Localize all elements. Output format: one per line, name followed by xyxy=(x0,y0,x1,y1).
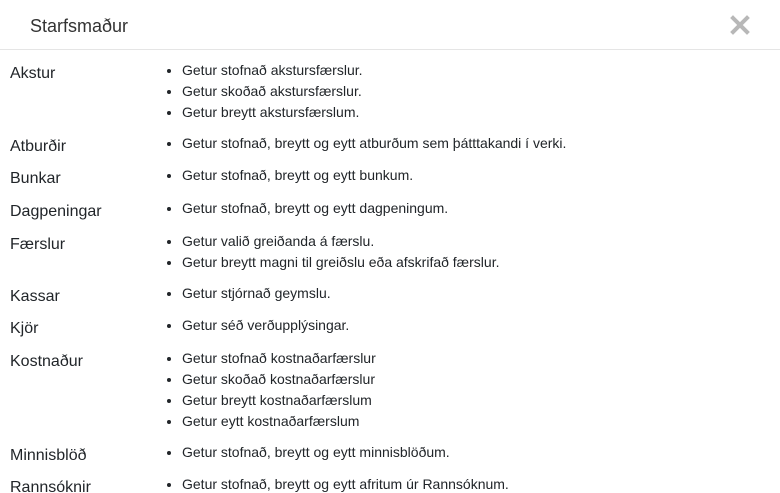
permission-item: • Getur stofnað, breytt og eytt atburðum sem þátttakandi í verki. xyxy=(182,133,566,154)
close-icon xyxy=(728,10,754,40)
permission-list xyxy=(166,60,363,123)
permission-label: Akstur xyxy=(10,65,56,82)
close-button[interactable] xyxy=(728,10,754,40)
permission-item: • Getur stofnað, breytt og eytt afritum úr Rannsóknum. xyxy=(182,474,509,493)
permission-item: • Getur skoðað akstursfærslur. xyxy=(182,81,363,102)
permission-item: • Getur stofnað, breytt og eytt minnisblöðum. xyxy=(182,442,450,463)
permission-item: • Getur valið greiðanda á færslu. xyxy=(182,231,499,252)
permission-item: • Getur stofnað, breytt og eytt dagpeningum. xyxy=(182,198,448,219)
permission-label: Færslur xyxy=(10,236,66,253)
permission-list xyxy=(166,165,413,186)
permission-label: Atburðir xyxy=(10,138,67,155)
permission-label: Kassar xyxy=(10,288,60,305)
permission-item: • Getur stofnað, breytt og eytt bunkum. xyxy=(182,165,413,186)
permission-list xyxy=(166,198,448,219)
permission-item: • Getur eytt kostnaðarfærslum xyxy=(182,411,376,432)
permission-label: Minnisblöð xyxy=(10,447,87,464)
permission-list xyxy=(166,283,331,304)
permission-list xyxy=(166,442,450,463)
permission-list xyxy=(166,231,499,273)
permission-list xyxy=(166,315,349,336)
permission-label: Bunkar xyxy=(10,170,61,187)
permission-item: • Getur stofnað kostnaðarfærslur xyxy=(182,348,376,369)
permission-label: Kjör xyxy=(10,320,39,337)
modal-body xyxy=(0,50,780,493)
modal-title: Starfsmaður xyxy=(30,16,129,36)
permission-label: Rannsóknir xyxy=(10,479,91,493)
permission-item: • Getur breytt kostnaðarfærslum xyxy=(182,390,376,411)
permission-label: Dagpeningar xyxy=(10,203,102,220)
permission-list xyxy=(166,348,376,432)
permission-item: • Getur breytt akstursfærslum. xyxy=(182,102,363,123)
permission-item: • Getur skoðað kostnaðarfærslur xyxy=(182,369,376,390)
modal-header xyxy=(0,0,780,50)
permission-item: • Getur stofnað akstursfærslur. xyxy=(182,60,363,81)
permission-label: Kostnaður xyxy=(10,353,83,370)
permission-list xyxy=(166,474,509,493)
permission-item: • Getur stjórnað geymslu. xyxy=(182,283,331,304)
permission-item: • Getur breytt magni til greiðslu eða afskrifað færslur. xyxy=(182,252,499,273)
permission-item: • Getur séð verðupplýsingar. xyxy=(182,315,349,336)
permission-list xyxy=(166,133,566,154)
